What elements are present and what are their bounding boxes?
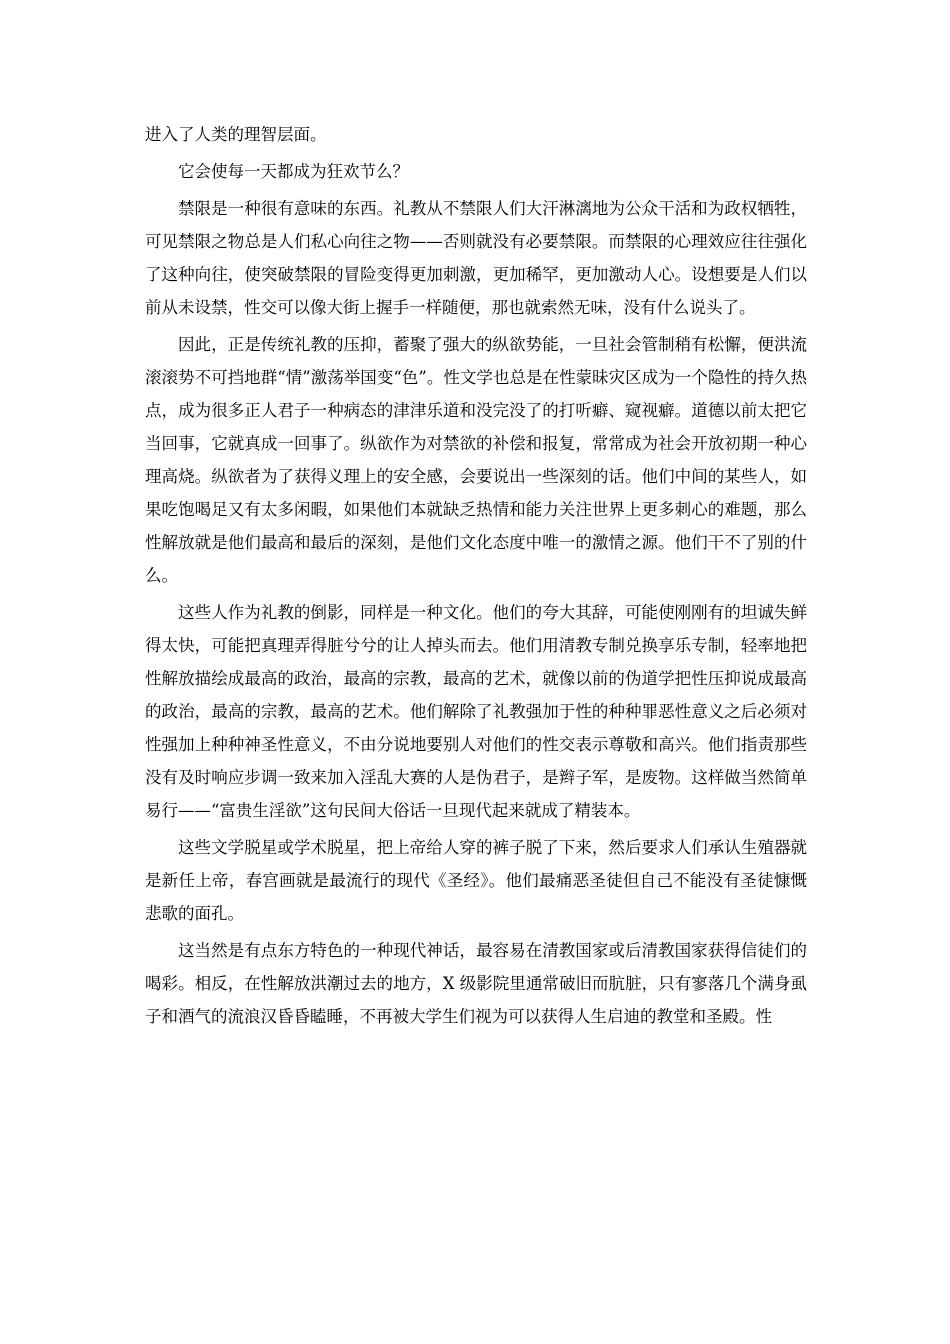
paragraph: 这些文学脱星或学术脱星，把上帝给人穿的裤子脱了下来，然后要求人们承认生殖器就是新任上帝，春宫画就是最流行的现代《圣经》。他们最痛恶圣徒但自己不能没有圣徒慷慨悲歌的面孔。 [145, 838, 807, 923]
paragraph: 这些人作为礼教的倒影，同样是一种文化。他们的夸大其辞，可能使刚刚有的坦诚失鲜得太快，可能把真理弄得脏兮兮的让人掉头而去。他们用清教专制兑换享乐专制，轻率地把性解放描绘成最高的政治，最高的宗教，最高的艺术，就像以前的伪道学把性压抑说成最高的政治，最高的宗教，最高的艺术。他们解除了礼教强加于性的种种罪恶性意义之后必须对性强加上种种神圣性意义，不由分说地要别人对他们的性交表示尊敬和高兴。他们指责那些没有及时响应步调一致来加入淫乱大赛的人是伪君子，是辫子军，是废物。这样做当然简单易行——“富贵生淫欲”这句民间大俗话一旦现代起来就成了精装本。 [145, 603, 807, 820]
paragraph: 禁限是一种很有意味的东西。礼教从不禁限人们大汗淋漓地为公众干活和为政权牺牲，可见禁限之物总是人们私心向往之物——否则就没有必要禁限。而禁限的心理效应往往强化了这种向往，使突破禁限的冒险变得更加刺激，更加稀罕，更加激动人心。设想要是人们以前从未设禁，性交可以像大街上握手一样随便，那也就索然无味，没有什么说头了。 [145, 199, 807, 317]
body-text [145, 118, 807, 1037]
paragraph: 这当然是有点东方特色的一种现代神话，最容易在清教国家或后清教国家获得信徒们的喝彩。相反，在性解放洪潮过去的地方，X 级影院里通常破旧而肮脏，只有寥落几个满身虱子和酒气的流浪汉昏昏瞌睡，不再被大学生们视为可以获得人生启迪的教堂和圣殿。性 [145, 941, 807, 1026]
paragraph-continuation: 进入了人类的理智层面。 [145, 125, 327, 144]
paragraph: 因此，正是传统礼教的压抑，蓄聚了强大的纵欲势能，一旦社会管制稍有松懈，便洪流滚滚势不可挡地群“情”激荡举国变“色”。性文学也总是在性蒙昧灾区成为一个隐性的持久热点，成为很多正人君子一种病态的津津乐道和没完没了的打听癖、窥视癖。道德以前太把它当回事，它就真成一回事了。纵欲作为对禁欲的补偿和报复，常常成为社会开放初期一种心理高烧。纵欲者为了获得义理上的安全感，会要说出一些深刻的话。他们中间的某些人，如果吃饱喝足又有太多闲暇，如果他们本就缺乏热情和能力关注世界上更多刺心的难题，那么性解放就是他们最高和最后的深刻，是他们文化态度中唯一的激情之源。他们干不了别的什么。 [145, 335, 807, 585]
paragraph: 它会使每一天都成为狂欢节么？ [178, 162, 409, 181]
